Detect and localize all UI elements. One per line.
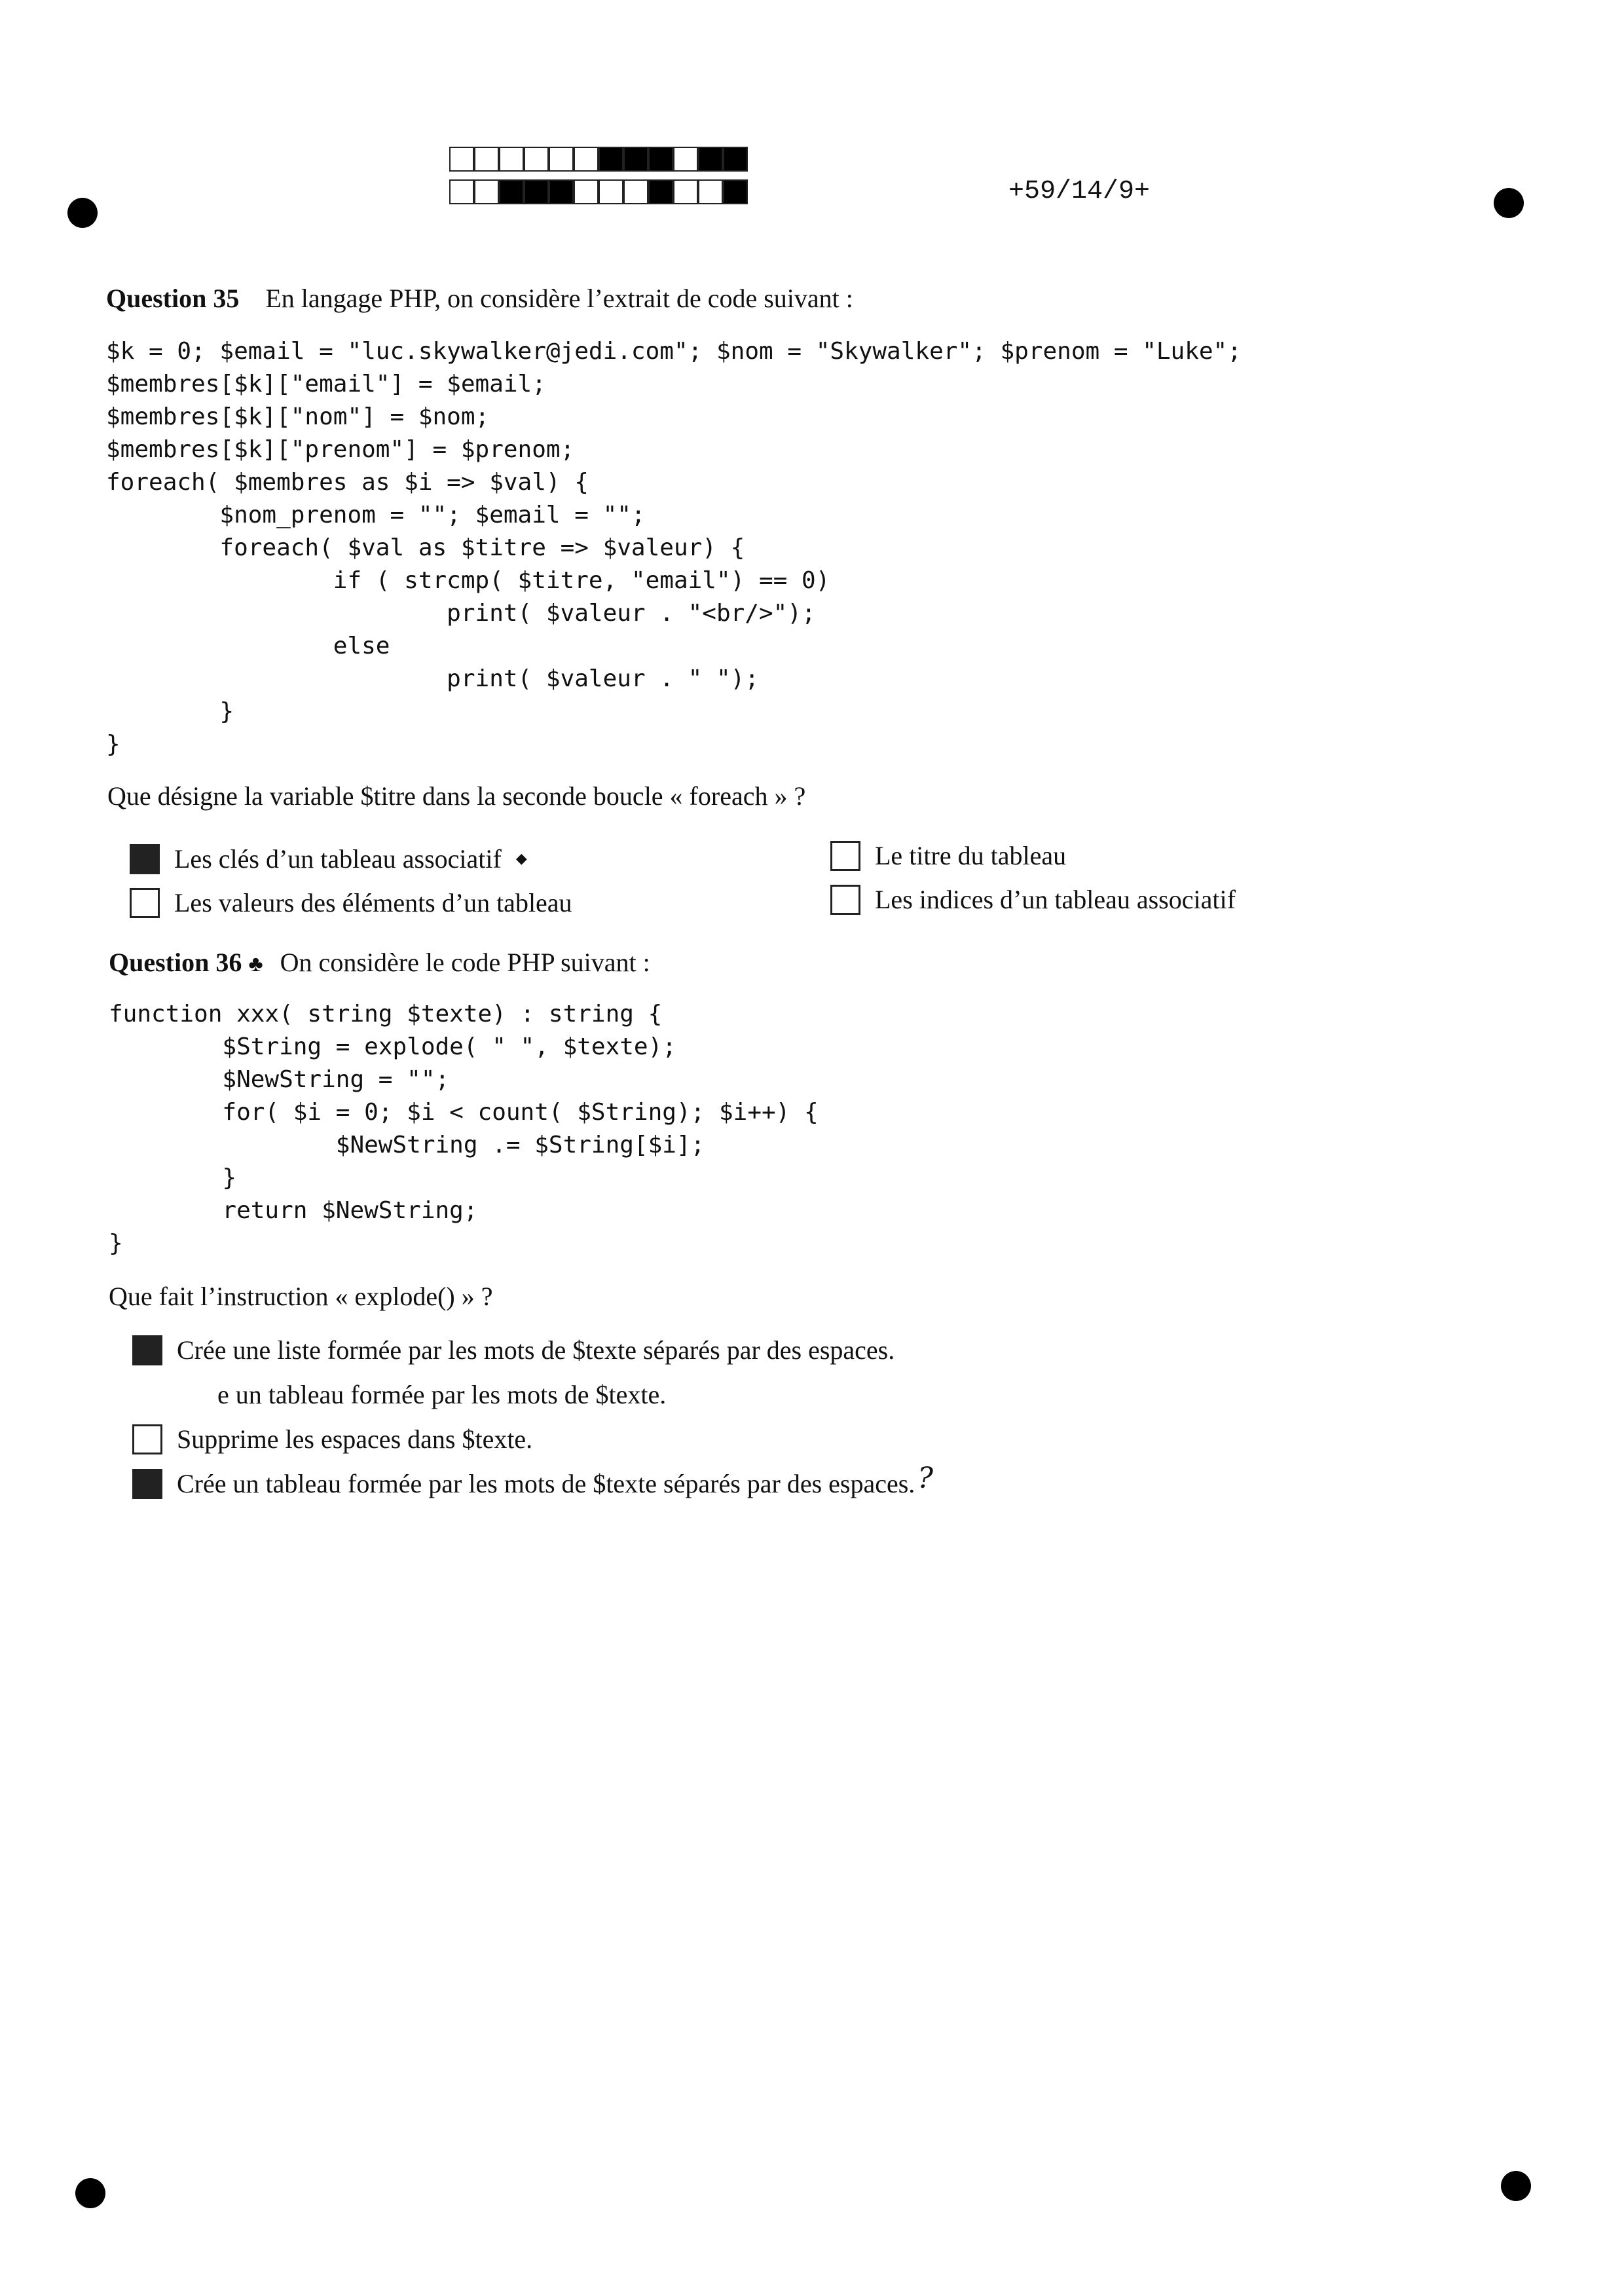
id-grid-cell (449, 179, 474, 204)
q36-answer-3-checkbox[interactable] (132, 1424, 162, 1454)
id-grid-cell (574, 179, 599, 204)
club-icon: ♣ (248, 952, 263, 976)
id-grid-cell (648, 147, 673, 172)
q36-answer-2[interactable] (217, 1379, 666, 1410)
id-grid-cell (474, 147, 499, 172)
id-grid-cell (599, 147, 623, 172)
q36-answer-3[interactable] (132, 1424, 532, 1454)
question-36-text: On considère le code PHP suivant : (280, 948, 650, 977)
question-36-code: function xxx( string $texte) : string { $String = explode( " ", $texte); $NewString = ""; for( $i = 0; $i < count( $String); $i++) { $NewString .= $String[$i]; } return $NewString; } (109, 1001, 819, 1257)
id-grid-cell (673, 179, 698, 204)
q36-answer-4-label: Crée un tableau formée par les mots de $texte séparés par des espaces. (177, 1469, 915, 1498)
handwritten-question-mark: ? (917, 1462, 933, 1495)
id-grid-cell (723, 147, 748, 172)
id-grid-cell (574, 147, 599, 172)
id-grid-cell (474, 179, 499, 204)
q35-answer-1[interactable] (130, 843, 527, 874)
q35-answer-1-checkbox[interactable] (130, 844, 160, 874)
q35-answer-2-checkbox[interactable] (130, 888, 160, 918)
id-grid-cell (499, 179, 524, 204)
q35-answer-4[interactable] (830, 884, 1236, 915)
question-35-prompt: Que désigne la variable $titre dans la seconde boucle « foreach » ? (107, 781, 806, 811)
q36-answer-1-checkbox[interactable] (132, 1335, 162, 1365)
id-grid-cell (648, 179, 673, 204)
page-code: +59/14/9+ (1008, 177, 1151, 206)
registration-mark-top-right (1494, 188, 1524, 218)
q36-answer-4[interactable] (132, 1462, 933, 1500)
question-35-code: $k = 0; $email = "luc.skywalker@jedi.com"; $nom = "Skywalker"; $prenom = "Luke"; $membres[$k]["email"] = $email; $membres[$k]["nom"] = $nom; $membres[$k]["prenom"] = $prenom; foreach( $membres as $i => $val) { $nom_prenom = ""; $email = ""; foreach( $val as $titre => $valeur) { if ( strcmp( $titre, "email") == 0) print( $valeur . "<br/>"); else print( $valeur . " "); } } (106, 338, 1242, 758)
id-grid-cell (599, 179, 623, 204)
q36-answer-4-checkbox[interactable] (132, 1469, 162, 1499)
registration-mark-top-left (67, 198, 98, 228)
question-35-number: Question 35 (106, 284, 240, 313)
id-grid-cell (673, 147, 698, 172)
id-grid-cell (698, 147, 723, 172)
q36-answer-1-label: Crée une liste formée par les mots de $texte séparés par des espaces. (177, 1335, 895, 1365)
id-grid-cell (549, 147, 574, 172)
id-grid-cell (698, 179, 723, 204)
question-35-text: En langage PHP, on considère l’extrait de code suivant : (265, 284, 853, 313)
q35-answer-2[interactable] (130, 887, 572, 918)
question-35-title (106, 283, 853, 314)
id-grid-cell (623, 147, 648, 172)
q35-answer-4-checkbox[interactable] (830, 885, 860, 915)
id-grid-cell (524, 147, 549, 172)
q36-answer-1[interactable] (132, 1335, 895, 1365)
q35-answer-4-label: Les indices d’un tableau associatif (875, 885, 1236, 914)
handwritten-tick: ◆ (515, 851, 527, 867)
id-grid-cell (623, 179, 648, 204)
id-grid-cell (449, 147, 474, 172)
q35-answer-3-label: Le titre du tableau (875, 841, 1067, 870)
registration-mark-bottom-left (75, 2178, 105, 2208)
q35-answer-1-label: Les clés d’un tableau associatif (174, 844, 502, 874)
id-grid-cell (524, 179, 549, 204)
question-36-number (109, 948, 263, 977)
q36-answer-2-label: e un tableau formée par les mots de $texte. (217, 1380, 667, 1409)
question-36-number-text: Question 36 (109, 948, 242, 977)
registration-mark-bottom-right (1501, 2171, 1531, 2201)
question-36-title (109, 947, 650, 978)
q35-answer-3[interactable] (830, 840, 1066, 871)
q35-answer-2-label: Les valeurs des éléments d’un tableau (174, 888, 572, 917)
id-grid-cell (723, 179, 748, 204)
question-36-prompt: Que fait l’instruction « explode() » ? (109, 1282, 493, 1311)
q36-answer-3-label: Supprime les espaces dans $texte. (177, 1424, 533, 1454)
id-grid-cell (549, 179, 574, 204)
q35-answer-3-checkbox[interactable] (830, 841, 860, 871)
id-grid-cell (499, 147, 524, 172)
